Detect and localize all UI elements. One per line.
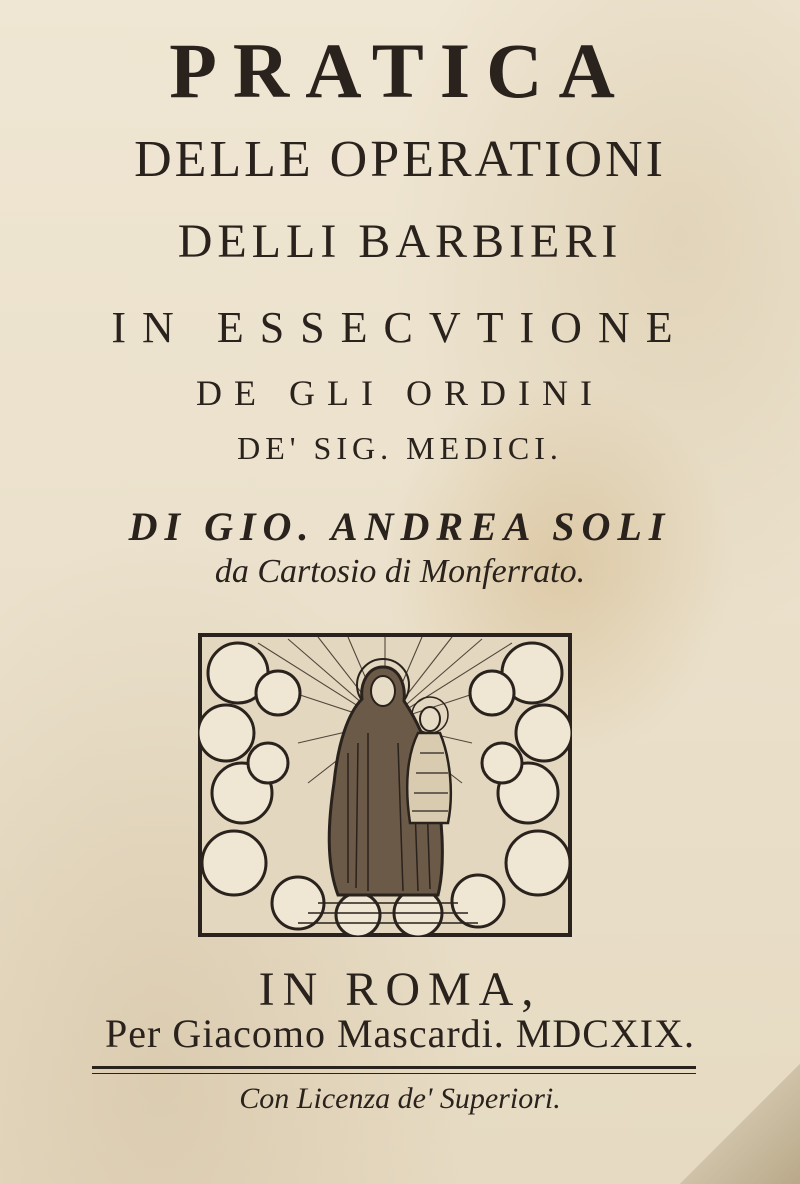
title-line-5: DE GLI ORDINI	[196, 373, 604, 413]
author-name: DI GIO. ANDREA SOLI	[128, 504, 672, 549]
imprint-printer: Per Giacomo Mascardi. MDCXIX.	[105, 1011, 695, 1056]
author-origin: da Cartosio di Monferrato.	[214, 553, 586, 590]
title-line-2: DELLE OPERATIONI	[134, 131, 666, 188]
title-line-3: DELLI BARBIERI	[177, 215, 623, 268]
title-line-6: DE' SIG. MEDICI.	[237, 430, 563, 466]
worn-page-corner	[680, 1064, 800, 1184]
imprint-place: IN ROMA,	[258, 963, 542, 1016]
madonna-and-child-woodcut	[198, 633, 572, 937]
title-line-4: IN ESSECVTIONE	[111, 303, 689, 352]
license-line: Con Licenza de' Superiori.	[239, 1082, 561, 1115]
divider-rule	[92, 1066, 696, 1074]
title-line-1: PRATICA	[169, 27, 631, 114]
